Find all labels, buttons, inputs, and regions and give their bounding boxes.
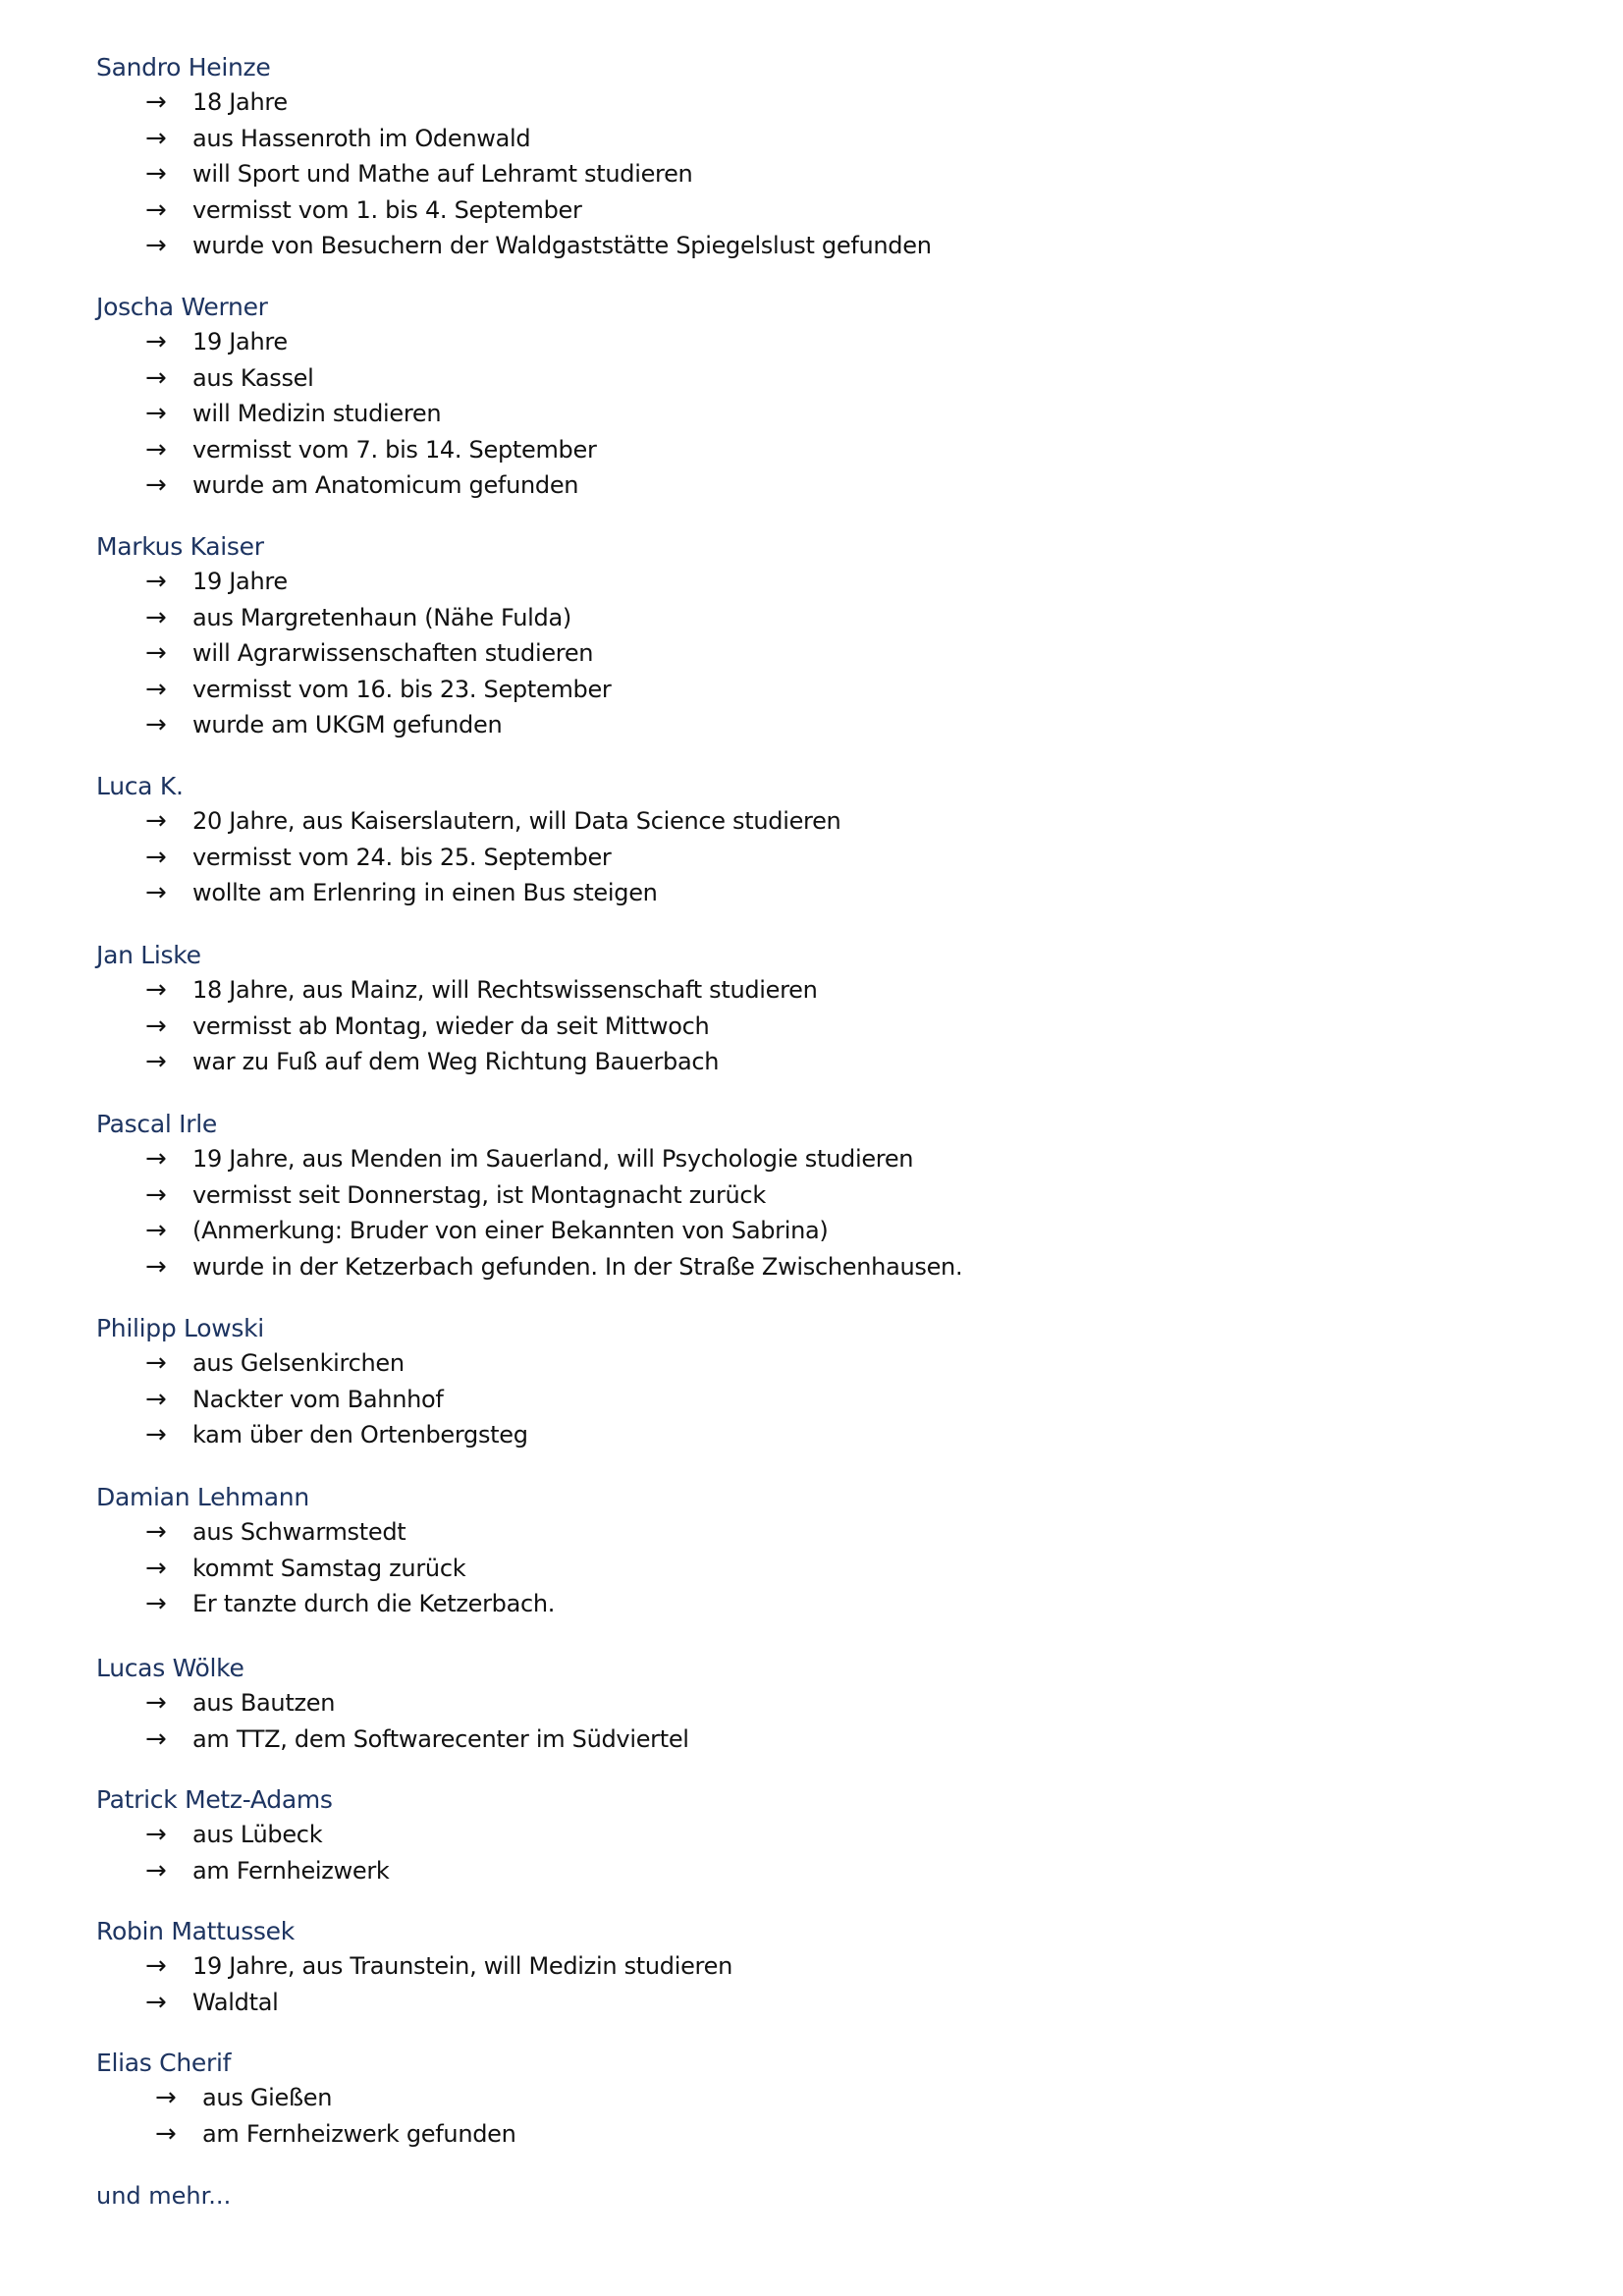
arrow-right-icon: → [145, 1011, 167, 1041]
entry-markus-kaiser [96, 530, 612, 743]
arrow-right-icon: → [145, 327, 167, 356]
entry-name: Patrick Metz-Adams [96, 1785, 333, 1814]
entry-damian-lehmann [96, 1481, 555, 1622]
entry-line: → wollte am Erlenring in einen Bus steigen [96, 875, 840, 911]
arrow-right-icon: → [145, 231, 167, 260]
entry-line: → vermisst vom 1. bis 4. September [96, 192, 932, 229]
arrow-right-icon: → [145, 1420, 167, 1449]
entry-line: → war zu Fuß auf dem Weg Richtung Bauerbach [96, 1044, 818, 1080]
arrow-right-icon: → [145, 1517, 167, 1547]
entry-lucas-woelke [96, 1652, 689, 1757]
entry-line: → aus Bautzen [96, 1685, 689, 1722]
arrow-right-icon: → [145, 1820, 167, 1849]
entry-line: → 19 Jahre [96, 564, 612, 600]
arrow-right-icon: → [145, 434, 167, 465]
entry-pascal-irle [96, 1108, 962, 1285]
arrow-right-icon: → [145, 1179, 167, 1210]
entry-line: → aus Gießen [96, 2080, 516, 2116]
entry-name: Philipp Lowski [96, 1314, 264, 1342]
arrow-right-icon: → [145, 1348, 167, 1378]
entry-line: → 18 Jahre, aus Mainz, will Rechtswissenschaft studieren [96, 972, 818, 1009]
arrow-right-icon: → [145, 806, 167, 836]
arrow-right-icon: → [145, 1216, 167, 1245]
entry-sandro-heinze [96, 51, 932, 264]
arrow-right-icon: → [145, 362, 167, 393]
arrow-right-icon: → [155, 2083, 177, 2112]
arrow-right-icon: → [145, 1589, 167, 1618]
entry-line: → am Fernheizwerk gefunden [96, 2116, 516, 2153]
entry-elias-cherif [96, 2047, 516, 2152]
entry-line: → 19 Jahre, aus Traunstein, will Medizin studieren [96, 1948, 732, 1985]
arrow-right-icon: → [145, 842, 167, 872]
entry-line: → am TTZ, dem Softwarecenter im Südviertel [96, 1722, 689, 1758]
arrow-right-icon: → [145, 975, 167, 1005]
entry-name: Sandro Heinze [96, 53, 271, 82]
arrow-right-icon: → [145, 1951, 167, 1981]
entry-line: → wurde in der Ketzerbach gefunden. In der Straße Zwischenhausen. [96, 1249, 962, 1285]
arrow-right-icon: → [145, 1047, 167, 1076]
arrow-right-icon: → [145, 470, 167, 500]
arrow-right-icon: → [145, 710, 167, 739]
arrow-right-icon: → [145, 1723, 167, 1754]
entry-line: → wurde am UKGM gefunden [96, 707, 612, 743]
entry-line: → will Medizin studieren [96, 396, 597, 432]
entry-line: → Waldtal [96, 1985, 732, 2021]
arrow-right-icon: → [145, 674, 167, 704]
arrow-right-icon: → [145, 1688, 167, 1718]
entry-name: Luca K. [96, 772, 184, 800]
entry-line: → 19 Jahre [96, 324, 597, 360]
entry-line: → aus Kassel [96, 360, 597, 397]
arrow-right-icon: → [155, 2118, 177, 2149]
entry-line: → wurde am Anatomicum gefunden [96, 467, 597, 504]
arrow-right-icon: → [145, 1987, 167, 2017]
entry-name: Lucas Wölke [96, 1654, 244, 1682]
entry-line: → (Anmerkung: Bruder von einer Bekannten von Sabrina) [96, 1213, 962, 1249]
entry-line: → vermisst ab Montag, wieder da seit Mittwoch [96, 1009, 818, 1045]
arrow-right-icon: → [145, 878, 167, 907]
entry-line: → 20 Jahre, aus Kaiserslautern, will Data Science studieren [96, 803, 840, 840]
footer-note: und mehr... [96, 2182, 232, 2210]
arrow-right-icon: → [145, 567, 167, 596]
entry-joscha-werner [96, 291, 597, 504]
entry-patrick-metz-adams [96, 1783, 390, 1888]
entry-robin-mattussek [96, 1915, 732, 2020]
entry-name: Markus Kaiser [96, 532, 264, 561]
entry-line: → Nackter vom Bahnhof [96, 1382, 528, 1418]
entry-line: → will Sport und Mathe auf Lehramt studieren [96, 156, 932, 192]
arrow-right-icon: → [145, 1144, 167, 1174]
arrow-right-icon: → [145, 159, 167, 189]
arrow-right-icon: → [145, 87, 167, 117]
entry-line: → 19 Jahre, aus Menden im Sauerland, will Psychologie studieren [96, 1141, 962, 1177]
entry-name: Pascal Irle [96, 1110, 217, 1138]
entry-line: → will Agrarwissenschaften studieren [96, 635, 612, 672]
entry-line: → aus Hassenroth im Odenwald [96, 121, 932, 157]
entry-line: → kommt Samstag zurück [96, 1551, 555, 1587]
entry-jan-liske [96, 939, 818, 1080]
entry-line: → am Fernheizwerk [96, 1853, 390, 1889]
entry-line: → vermisst vom 7. bis 14. September [96, 432, 597, 468]
entry-name: Elias Cherif [96, 2049, 232, 2077]
entry-line: → aus Lübeck [96, 1817, 390, 1853]
entry-line: → aus Margretenhaun (Nähe Fulda) [96, 600, 612, 636]
entry-line: → 18 Jahre [96, 84, 932, 121]
entry-philipp-lowski [96, 1312, 528, 1453]
entry-line: → vermisst vom 24. bis 25. September [96, 840, 840, 876]
arrow-right-icon: → [145, 123, 167, 153]
entry-line: → vermisst vom 16. bis 23. September [96, 672, 612, 708]
entry-name: Jan Liske [96, 941, 201, 969]
arrow-right-icon: → [145, 1553, 167, 1583]
entry-name: Damian Lehmann [96, 1483, 309, 1511]
entry-line: → aus Gelsenkirchen [96, 1345, 528, 1382]
entry-line: → wurde von Besuchern der Waldgaststätte Spiegelslust gefunden [96, 228, 932, 264]
entry-name: Robin Mattussek [96, 1917, 295, 1945]
arrow-right-icon: → [145, 638, 167, 668]
entry-line: → aus Schwarmstedt [96, 1514, 555, 1551]
arrow-right-icon: → [145, 1855, 167, 1886]
arrow-right-icon: → [145, 1251, 167, 1282]
entry-line: → Er tanzte durch die Ketzerbach. [96, 1586, 555, 1622]
entry-luca-k [96, 770, 840, 911]
arrow-right-icon: → [145, 602, 167, 632]
arrow-right-icon: → [145, 1384, 167, 1414]
arrow-right-icon: → [145, 399, 167, 428]
arrow-right-icon: → [145, 194, 167, 225]
entry-name: Joscha Werner [96, 293, 268, 321]
entry-line: → vermisst seit Donnerstag, ist Montagnacht zurück [96, 1177, 962, 1214]
entry-line: → kam über den Ortenbergsteg [96, 1417, 528, 1453]
